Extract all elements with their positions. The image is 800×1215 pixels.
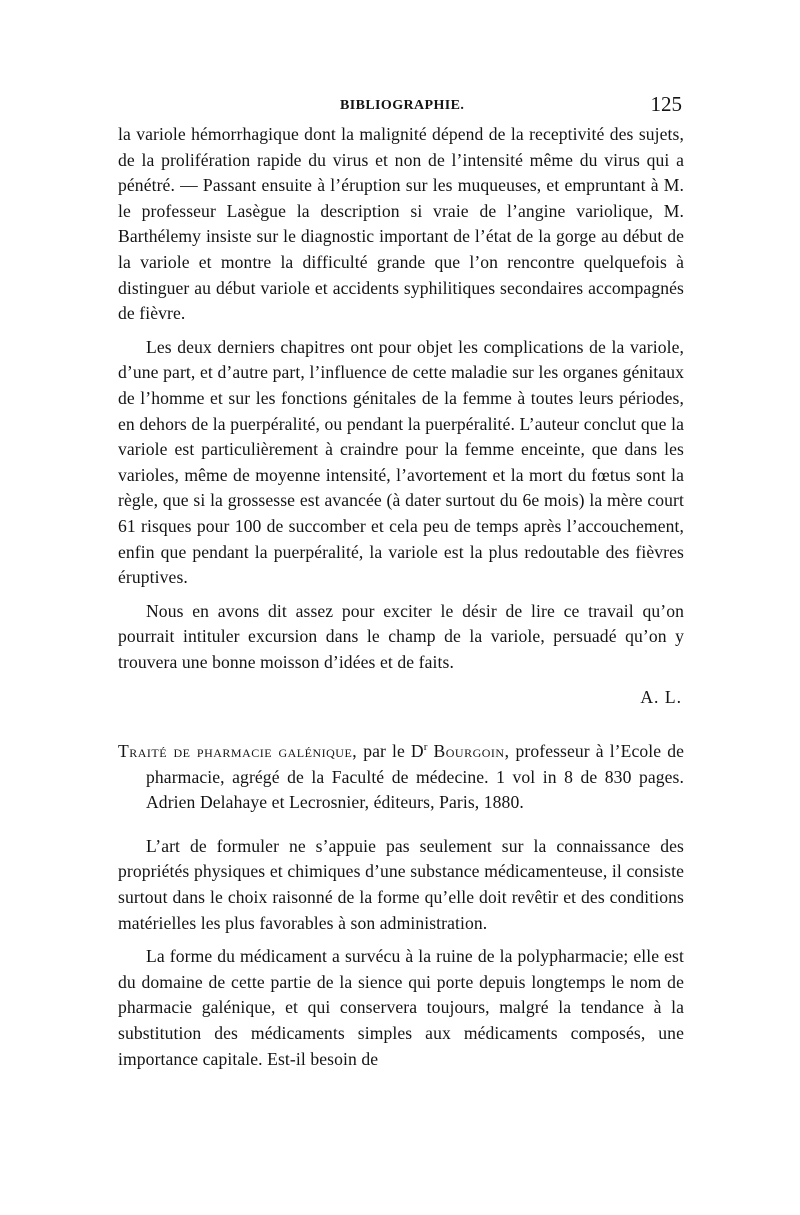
signature: A. L. [640,687,682,708]
page-number: 125 [650,92,682,116]
book-author: Bourgoin, [433,741,510,762]
book-dr-sup: r [423,741,428,754]
book-entry [118,739,684,816]
review-variole [118,122,684,711]
running-head [118,92,684,122]
review-pharmacie [118,834,684,1072]
paragraph: la variole hémorrhagique dont la malignité dépend de la receptivité des sujets, de la prolifération rapide du virus et non de l’intensité même du virus qui a pénétré. — Passant ensuite à l’éruption sur les muqueuses, et empruntant à M. le professeur Lasègue la description si vraie de l’angine variolique, M. Barthélemy insiste sur le diagnostic important de l’état de la gorge au début de la variole et montre la difficulté grande que l’on rencontre quelquefois à distinguer au début variole et accidents syphilitiques secondaires accompagnés de fièvre. [118,124,684,324]
paragraph: Nous en avons dit assez pour exciter le désir de lire ce travail qu’on pourrait intituler excursion dans le champ de la variole, persuadé qu’on y trouvera une bonne moisson d’idées et de faits. [118,600,684,672]
paragraph: La forme du médicament a survécu à la ruine de la polypharmacie; elle est du domaine de cette partie de la sience qui porte depuis longtemps le nom de pharmacie galénique, et qui conservera toujours, malgré la tendance à la substitution des médicaments simples aux médicaments composés, une importance capitale. Est-il besoin de [118,946,684,1069]
book-title: Traité de pharmacie galénique, [118,741,358,762]
paragraph: Les deux derniers chapitres ont pour objet les complications de la variole, d’une part, et d’autre part, l’influence de cette maladie sur les organes génitaux de l’homme et sur les fonctions génitales de la femme à toutes leurs périodes, en dehors de la puerpéralité, ou pendant la puerpéralité. L’auteur conclut que la variole est particulièrement à craindre pour la femme enceinte, que dans les varioles, même de moyenne intensité, l’avortement et la mort du fœtus sont la règle, que si la grossesse est avancée (à dater surtout du 6e mois) la mère court 61 risques pour 100 de succomber et cela peu de temps après l’accouchement, enfin que pendant la puerpéralité, la variole est la plus redoutable des fièvres éruptives. [118,336,684,588]
running-title: BIBLIOGRAPHIE. [340,98,465,113]
page [118,92,684,1072]
paragraph: L’art de formuler ne s’appuie pas seulement sur la connaissance des propriétés physiques et chimiques d’une substance médicamenteuse, il consiste surtout dans le choix raisonné de la forme qu’elle doit revêtir et des conditions matérielles les plus favorables à son administration. [118,835,684,933]
book-par-le: par le D [363,741,424,762]
book-details: professeur à l’Ecole de pharmacie, agrégé de la Faculté de médecine. 1 vol in 8 de 830 pages. Adrien Delahaye et Lecrosnier, éditeurs, Paris, 1880. [146,741,685,813]
